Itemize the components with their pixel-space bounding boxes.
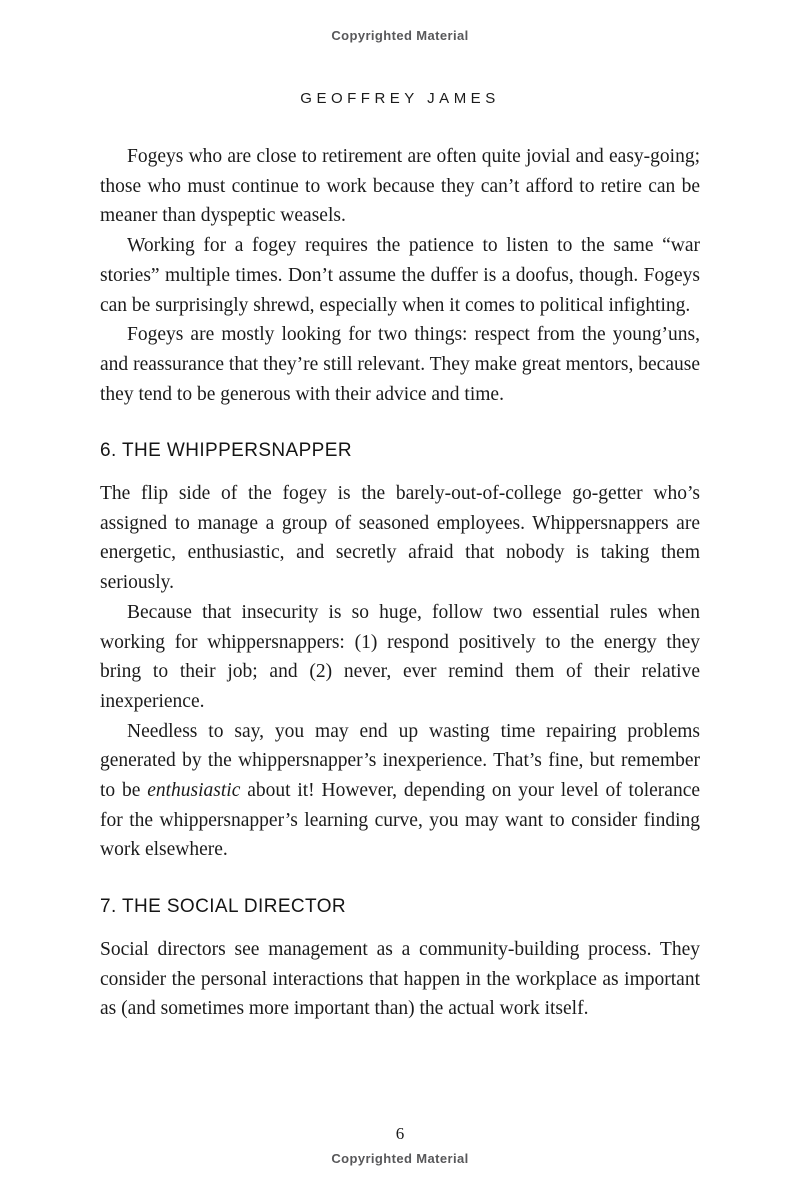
paragraph-whippersnapper-1: The flip side of the fogey is the barely-out-of-college go-getter who’s assigned to manage a group of seasoned employees. Whippersnappers are energetic, enthusiastic, and secretly afraid that nobody is taking them seriously. xyxy=(100,483,700,594)
paragraph-social-director-1: Social directors see management as a community-building process. They consider the personal interactions that happen in the workplace as important as (and sometimes more important than) the actual work itself. xyxy=(100,938,700,1020)
running-header-author: GEOFFREY JAMES xyxy=(300,90,500,107)
page-footer xyxy=(0,1124,800,1192)
paragraph-whippersnapper-2: Because that insecurity is so huge, follow two essential rules when working for whippersnappers: (1) respond positively to the energy they bring to their job; and (2) never, ever remind them of their relative inexperience. xyxy=(100,601,700,712)
copyright-notice-top: Copyrighted Material xyxy=(331,28,469,43)
paragraph-fogey-1: Fogeys who are close to retirement are often quite jovial and easy-going; those who must continue to work because they can’t afford to retire can be meaner than dyspeptic weasels. xyxy=(100,146,700,227)
italic-text: enthusiastic xyxy=(147,780,241,802)
section-heading-social-director: 7. THE SOCIAL DIRECTOR xyxy=(100,896,347,918)
paragraph-text: Needless to say, you may end up wasting time repairing problems generated by the whippersnapper’s inexperience. That’s fine, but remember to be xyxy=(100,720,700,802)
paragraph-fogey-3: Fogeys are mostly looking for two things: respect from the young’uns, and reassurance that they’re still relevant. They make great mentors, because they tend to be generous with their advice and time. xyxy=(100,324,700,405)
page-body xyxy=(100,142,700,1024)
paragraph-text: about it! However, depending on your level of tolerance for the whippersnapper’s learning curve, you may want to consider finding work elsewhere. xyxy=(100,780,701,861)
page-number: 6 xyxy=(395,1124,405,1143)
paragraph-whippersnapper-3 xyxy=(100,717,700,866)
paragraph-fogey-2: Working for a fogey requires the patience to listen to the same “war stories” multiple times. Don’t assume the duffer is a doofus, though. Fogeys can be surprisingly shrewd, especially when it comes to political infighting. xyxy=(100,235,700,316)
section-heading-whippersnapper: 6. THE WHIPPERSNAPPER xyxy=(100,440,352,462)
copyright-notice-bottom: Copyrighted Material xyxy=(331,1151,469,1166)
